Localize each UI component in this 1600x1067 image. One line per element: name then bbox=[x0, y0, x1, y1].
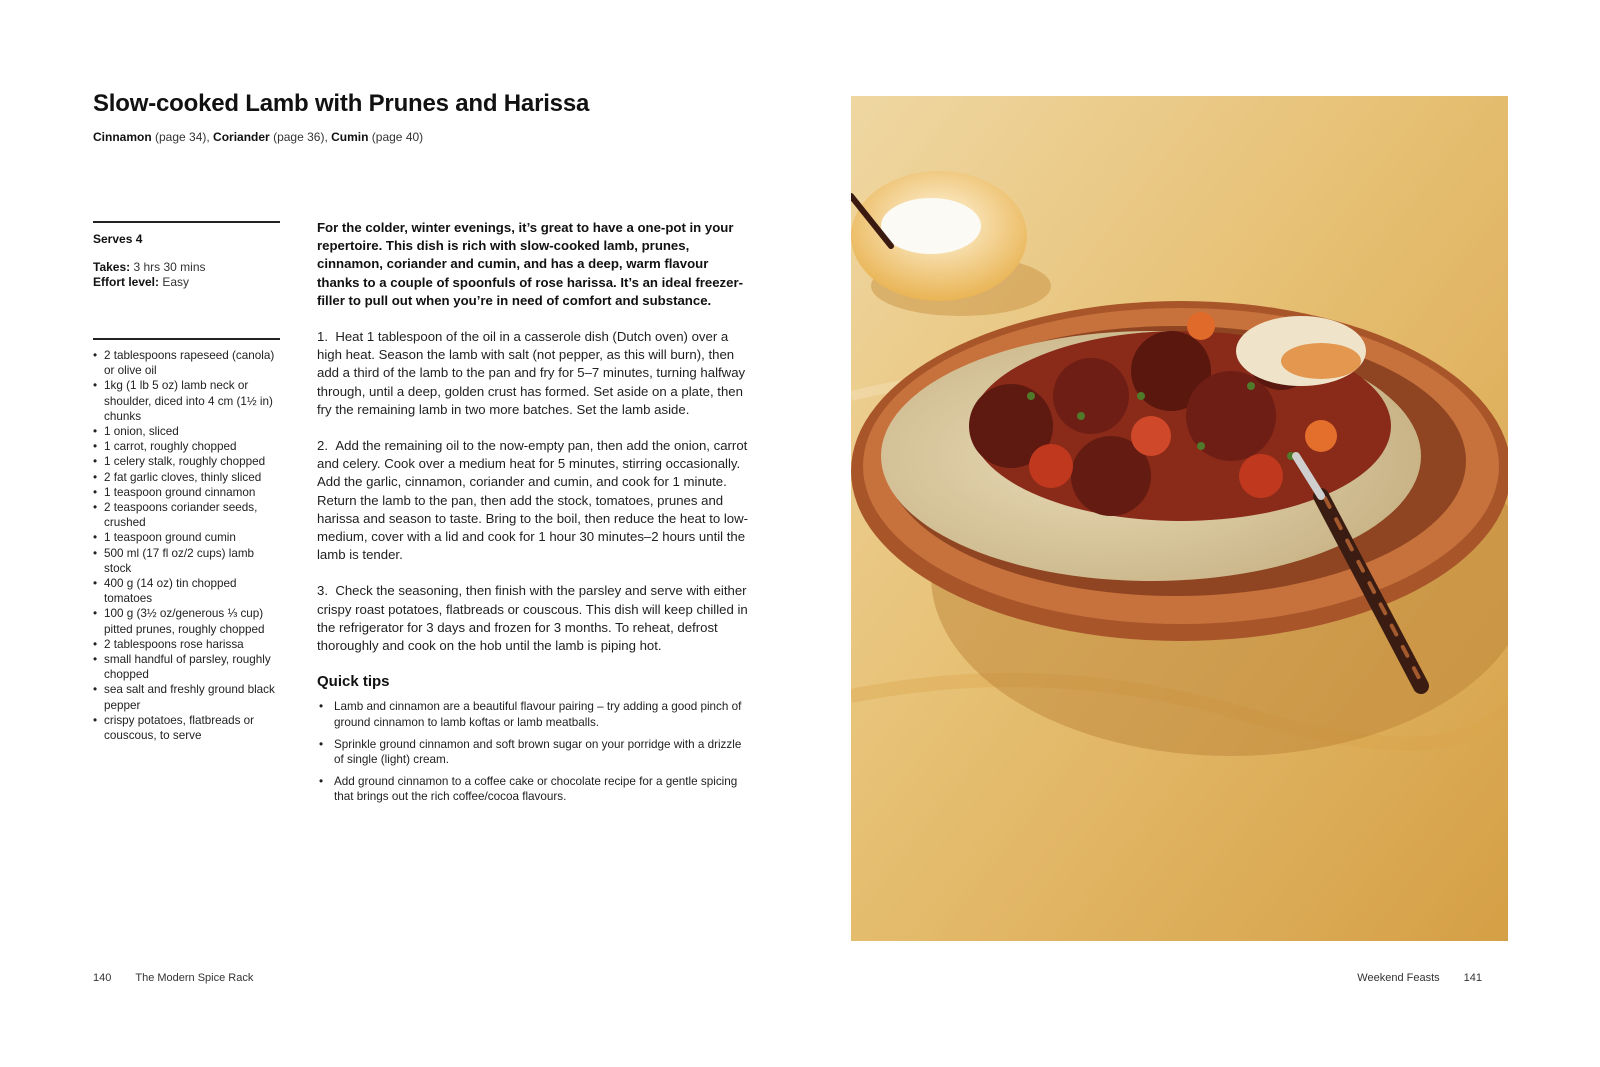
spice-ref-name: Cinnamon bbox=[93, 130, 152, 144]
recipe-title: Slow-cooked Lamb with Prunes and Harissa bbox=[93, 90, 590, 117]
ingredient-item: • 1 teaspoon ground cinnamon bbox=[93, 485, 280, 500]
parsley-leaf bbox=[1247, 382, 1255, 390]
spice-ref-name: Coriander bbox=[213, 130, 270, 144]
quick-tips-list bbox=[317, 699, 751, 804]
method-step: 3. Check the seasoning, then finish with the parsley and serve with either crispy roast potatoes, flatbreads or couscous. This dish will keep chilled in the refrigerator for 3 days and frozen for 3 months. To reheat, defrost thoroughly and cook on the hob until the lamb is piping hot. bbox=[317, 583, 748, 654]
ingredient-item: • 1 onion, sliced bbox=[93, 424, 280, 439]
takes-label: Takes: bbox=[93, 260, 131, 274]
ingredient-item: • sea salt and freshly ground black pepper bbox=[93, 682, 280, 712]
spice-ref-page: (page 36), bbox=[269, 130, 332, 144]
tip-item: • Add ground cinnamon to a coffee cake or chocolate recipe for a gentle spicing that brings out the rich coffee/cocoa flavours. bbox=[317, 774, 751, 804]
ingredient-item: • 2 tablespoons rapeseed (canola) or olive oil bbox=[93, 348, 280, 378]
dish-photo bbox=[851, 96, 1508, 941]
chapter-title: Weekend Feasts bbox=[1357, 972, 1440, 984]
ingredient-item: • 400 g (14 oz) tin chopped tomatoes bbox=[93, 576, 280, 606]
spice-ref-page: (page 34), bbox=[151, 130, 214, 144]
takes-line bbox=[93, 260, 280, 275]
yogurt bbox=[881, 198, 981, 254]
effort-label: Effort level: bbox=[93, 275, 160, 289]
parsley-leaf bbox=[1137, 392, 1145, 400]
recipe-method bbox=[317, 219, 751, 812]
harissa-swirl bbox=[1281, 343, 1361, 379]
ingredient-item: • 2 fat garlic cloves, thinly sliced bbox=[93, 470, 280, 485]
ingredient-item: • 1 teaspoon ground cumin bbox=[93, 530, 280, 545]
ingredient-item: • 1kg (1 lb 5 oz) lamb neck or shoulder, diced into 4 cm (1½ in) chunks bbox=[93, 378, 280, 424]
ingredient-item: • small handful of parsley, roughly chopped bbox=[93, 652, 280, 682]
spice-ref-page: (page 40) bbox=[368, 130, 424, 144]
spice-references bbox=[93, 130, 423, 144]
lamb-chunk bbox=[1053, 358, 1129, 434]
tomato-piece bbox=[1239, 454, 1283, 498]
quick-tips-heading: Quick tips bbox=[317, 673, 390, 691]
footer-left bbox=[93, 972, 253, 984]
tip-item: • Lamb and cinnamon are a beautiful flavour pairing – try adding a good pinch of ground cinnamon to lamb koftas or lamb meatballs. bbox=[317, 699, 751, 729]
footer-right bbox=[1357, 972, 1482, 984]
serves-label: Serves 4 bbox=[93, 232, 143, 246]
ingredient-item: • 500 ml (17 fl oz/2 cups) lamb stock bbox=[93, 546, 280, 576]
divider bbox=[93, 221, 280, 223]
recipe-meta bbox=[93, 260, 280, 290]
dish-illustration bbox=[851, 96, 1508, 941]
spice-ref-name: Cumin bbox=[331, 130, 369, 144]
method-step: 1. Heat 1 tablespoon of the oil in a casserole dish (Dutch oven) over a high heat. Season the lamb with salt (not pepper, as this will burn), then add a third of the lamb to the pan and fry for 5–7 minutes, turning halfway through, until a deep, golden crust has formed. Set aside on a plate, then fry the remaining lamb in two more batches. Set the lamb aside. bbox=[317, 329, 746, 417]
takes-value: 3 hrs 30 mins bbox=[130, 260, 206, 274]
parsley-leaf bbox=[1197, 442, 1205, 450]
tip-item: • Sprinkle ground cinnamon and soft brown sugar on your porridge with a drizzle of single (light) cream. bbox=[317, 737, 751, 767]
carrot-piece bbox=[1187, 312, 1215, 340]
parsley-leaf bbox=[1027, 392, 1035, 400]
book-title: The Modern Spice Rack bbox=[135, 972, 254, 984]
recipe-sidebar bbox=[93, 221, 280, 743]
ingredient-item: • crispy potatoes, flatbreads or couscous, to serve bbox=[93, 713, 280, 743]
page-number-left: 140 bbox=[93, 972, 112, 984]
page-number-right: 141 bbox=[1463, 972, 1482, 984]
ingredient-item: • 1 carrot, roughly chopped bbox=[93, 439, 280, 454]
recipe-intro: For the colder, winter evenings, it’s great to have a one-pot in your repertoire. This dish is rich with slow-cooked lamb, prunes, cinnamon, coriander and cumin, and has a deep, warm flavour thanks to a couple of spoonfuls of rose harissa. It’s an ideal freezer-filler to pull out when you’re in need of comfort and substance. bbox=[317, 220, 744, 308]
ingredient-item: • 2 tablespoons rose harissa bbox=[93, 637, 280, 652]
tomato-piece bbox=[1131, 416, 1171, 456]
parsley-leaf bbox=[1077, 412, 1085, 420]
method-step: 2. Add the remaining oil to the now-empty pan, then add the onion, carrot and celery. Cook over a medium heat for 5 minutes, stirring occasionally. Add the garlic, cinnamon, coriander and cumin, and cook for 1 minute. Return the lamb to the pan, then add the stock, tomatoes, prunes and harissa and season to taste. Bring to the boil, then reduce the heat to low-medium, cover with a lid and cook for 1 hour 30 minutes–2 hours until the lamb is tender. bbox=[317, 438, 749, 563]
ingredient-list bbox=[93, 348, 280, 743]
ingredient-item: • 2 teaspoons coriander seeds, crushed bbox=[93, 500, 280, 530]
ingredient-item: • 1 celery stalk, roughly chopped bbox=[93, 454, 280, 469]
tomato-piece bbox=[1029, 444, 1073, 488]
divider bbox=[93, 338, 280, 340]
carrot-piece bbox=[1305, 420, 1337, 452]
effort-line bbox=[93, 275, 280, 290]
ingredient-item: • 100 g (3½ oz/generous ⅓ cup) pitted prunes, roughly chopped bbox=[93, 606, 280, 636]
effort-value: Easy bbox=[159, 275, 190, 289]
